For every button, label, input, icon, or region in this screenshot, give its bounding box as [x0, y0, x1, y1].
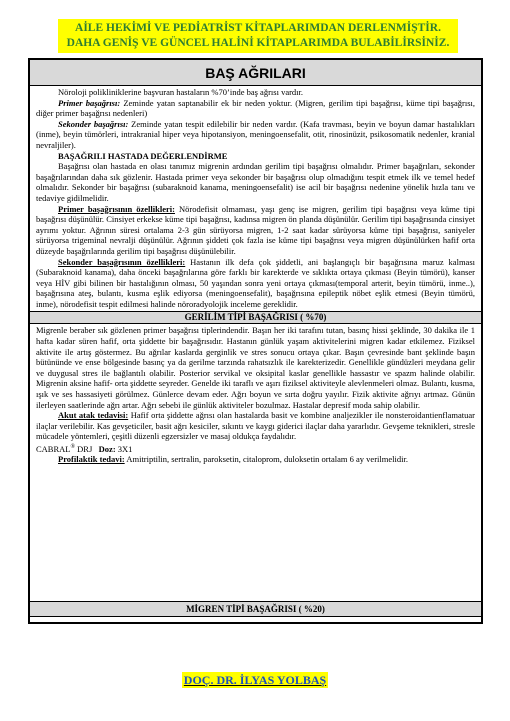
author-footer — [0, 673, 510, 688]
banner-line-2: DAHA GENİŞ VE GÜNCEL HALİNİ KİTAPLARIMDA BULABİLİRSİNİZ. — [66, 37, 450, 49]
cabral-name: CABRAL — [36, 443, 71, 454]
page-title: BAŞ AĞRILARI — [30, 60, 481, 86]
banner-line-1: AİLE HEKİMİ VE PEDİATRİST KİTAPLARIMDAN DERLENMİŞTİR. — [75, 22, 441, 34]
acute-treatment-paragraph — [36, 410, 475, 442]
evaluation-heading: BAŞAĞRILI HASTADA DEĞERLENDİRME — [58, 150, 228, 161]
primary-text: Zeminde yatan saptanabilir ek bir neden yoktur. (Migren, gerilim tipi başağrısı, küme tipi başağrısı, diğer primer başağrısı nedenleri) — [36, 97, 476, 119]
primary-features-label: Primer başağrısının özellikleri: — [58, 203, 175, 214]
cabral-dose-line — [36, 442, 475, 454]
primary-features-text: Nörodefisit olmaması, yaşı genç ise migren, gerilim tipi başağrısı veya küme tipi başağrısı düşünülür. Cinsiyet erkekse küme tipi başağrısı, kadınsa migren ön planda düşünülür. Gerilim tipi başağrısında cinsiyet ayrımı yoktur. Ağrının süresi ortalama 2-3 gün sürüyorsa migren, 1-2 saat kadar sürüyorsa küme tipi başağrısı, saniyeler sürüyorsa trigeminal nevralji düşünülür. Ağrının şiddeti çok fazla ise küme tipi başağrısı veya migren düşünülürken hafif orta düzeyde başağrılarında gerilim tipi başağrısı düşünülebilir. — [36, 203, 475, 256]
source-banner — [58, 19, 458, 53]
secondary-features-paragraph — [36, 257, 475, 310]
dose-value: 3X1 — [115, 443, 133, 454]
prophylaxis-text: Amitriptilin, sertralin, paroksetin, citaloprom, duloksetin ortalam 6 ay verilmelidir. — [124, 454, 408, 465]
cabral-suffix: DRJ — [75, 443, 93, 454]
dose-label: Doz: — [98, 443, 116, 454]
tension-paragraph: Migrenle beraber sık gözlenen primer başağrısı tiplerindendir. Başın her iki tarafını tutan, basınç hissi şeklinde, 30 dakika ile 1 hafta kadar süren hafif, orta şiddette bir başağrısıdır. Hastanın günlük yaşam aktivitelerini migren kadar etkilemez. Fiziksel aktivite ile artış göstermez. Bu ağrılar kaslarda gerginlik ve stres sonucu ortaya çıkar. Başın çevresinde bant şeklinde başın bütününde ve ense bölgesinde basınç ya da gerilme tarzında rahatsızlık ile karekterizedir. Genellikle gündüzleri meydana gelir ve duygusal stres ile bağlantılı olabilir. Posterior servikal ve oksipital kaslar genellikle hassastır ve spazm halinde olabilir. Migrenin aksine hafif- orta şiddette seyreder. Genelde iki taraflı ve aşırı fiziksel aktiviteyle alevlenmeleri olmaz. Bulantı, kusma, ışık ve ses hassasiyeti görülmez. Günlerce devam eder. Ağrı boyun ve sırta doğru yayılır. Fizik aktivite ağrıyı artmaz. Günün ilerleyen saatlerinde ağrı artar. Ağrı sebebi ile günlük aktiviteler bozulmaz. Hastalar depresif moda sahip olabilir. — [36, 325, 475, 410]
registered-mark: ® — [70, 444, 76, 450]
intro-section — [30, 86, 481, 309]
secondary-headache-paragraph — [36, 119, 475, 151]
primary-label: Primer başağrısı: — [58, 97, 121, 108]
tension-type-heading: GERİLİM TİPİ BAŞAĞRISI ( %70) — [30, 311, 481, 324]
acute-treatment-text: Hafif orta şiddette ağrısı olan hastalarda basit ve kombine analjezikler ile nonsteroidantienflamatuar ilaçlar verilebilir. Kas gevşeticiler, basit ağrı kesiciler, sıkıntı ve kaygı giderici ilaçlar daha yararlıdır. Gevşeme teknikleri, stresle mücadele yöntemleri, çeşitli düzenli egzersizler ve masaj oldukça faydalıdır. — [36, 410, 475, 442]
prophylaxis-paragraph — [36, 454, 475, 465]
secondary-text: Zeminde yatan tespit edilebilir bir neden vardır. (Kafa travması, beyin ve boyun damar hastalıkları (inme), beyin tümörleri, intrakranial hiper veya hipotansiyon, meningoensefalit, otit, rinosinüzit, psikosomatik nedenler, kranial nevraljiler). — [36, 118, 475, 150]
prophylaxis-label: Profilaktik tedavi: — [58, 454, 125, 465]
primary-features-paragraph — [36, 204, 475, 257]
secondary-label: Sekonder başağrısı: — [58, 118, 129, 129]
secondary-features-label: Sekonder başağrısının özellikleri: — [58, 256, 186, 267]
secondary-features-text: Hastanın ilk defa çok şiddetli, ani başlangıçlı bir başağrısına maruz kalması (Subaraknoid kanama), daha önceki başağrılarına göre farklı bir karekterde ve sıklıkta ortaya çıkması (Beyin tümörü), kanser veya HİV gibi bilinen bir hastalığının olması, 50 yaşından sonra yeni ortaya çıkması(temporal arterit, beyin tümörü, inme..), başağrısına ateş, bulantı, kusma eşlik ediyorsa (meningoensefalit), başağrısına epileptik nöbet eşlik etmesi (Beyin tümörü, inme), nörodefisit tespit edilmesi halinde nöroradyolojik inceleme gereklidir. — [36, 256, 475, 309]
intro-paragraph: Nöroloji polikliniklerine başvuran hastaların %70’inde baş ağrısı vardır. — [58, 87, 304, 97]
tension-section — [30, 324, 481, 465]
primary-headache-paragraph — [36, 98, 475, 119]
article-frame — [28, 58, 483, 624]
evaluation-paragraph: Başağrısı olan hastada en olası tanımız migrenin ardından gerilim tipi başağrısı olmalıdır. Primer başağrıları, sekonder başağrılarından daha sık gözlenir. Hastada primer veya sekonder bir başağrısı olup olmadığını tespit etmek ilk ve temel hedef olmalıdır. Sekonder bir başağrısı (subaraknoid kanama, meningoensefalit) ise acil bir başağrısı nedenine yönelik hızla tanı ve tedaviye gidilmelidir. — [36, 161, 475, 203]
migraine-type-heading: MİGREN TİPİ BAŞAĞRISI ( %20) — [30, 601, 481, 617]
acute-treatment-label: Akut atak tedavisi: — [58, 410, 129, 421]
author-name: DOÇ. DR. İLYAS YOLBAŞ — [183, 673, 327, 687]
